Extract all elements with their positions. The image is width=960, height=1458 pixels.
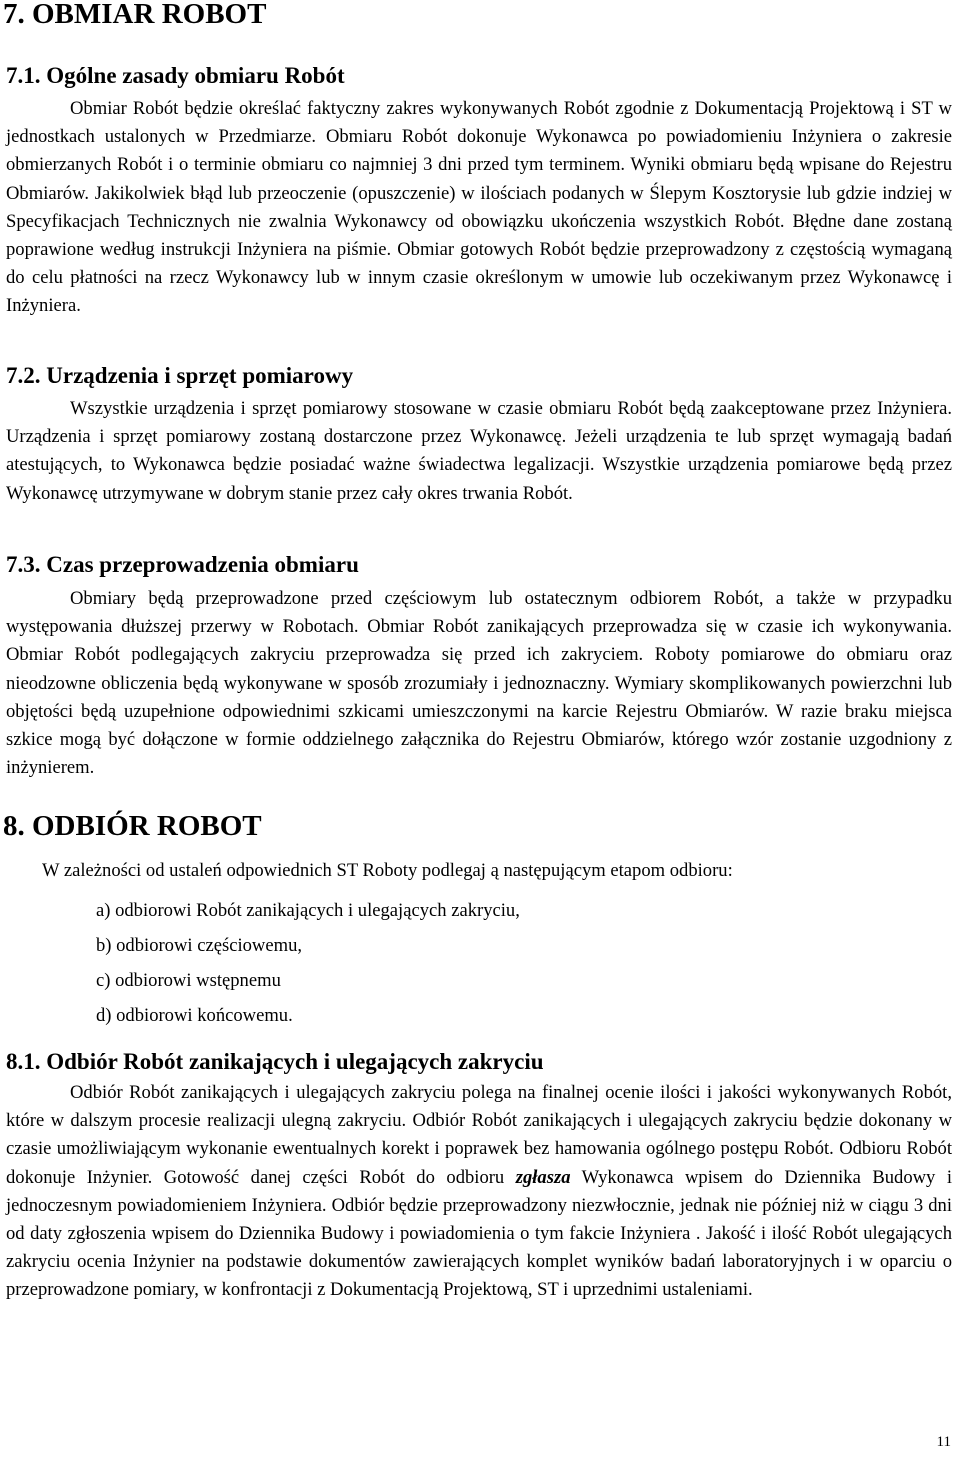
section-body-7-2: Wszystkie urządzenia i sprzęt pomiarowy stosowane w czasie obmiaru Robót będą zaakceptowane przez Inżyniera. Urządzenia i sprzęt pomiarowy zostaną dostarczone przez Wykonawcę. Jeżeli urządzenia te lub sprzęt wymagają badań atestujących, to Wykonawca będzie posiadać ważne świadectwa legalizacji. Wszystkie urządzenia pomiarowe będą przez Wykonawcę utrzymywane w dobrym stanie przez cały okres trwania Robót.: [6, 398, 952, 504]
section-body-7-3: Obmiary będą przeprowadzone przed częściowym lub ostatecznym odbiorem Robót, a także w przypadku występowania dłuższej przerwy w Robotach. Obmiar Robót zanikających przeprowadza się w czasie ich wykonywania. Obmiar Robót podlegających zakryciu przeprowadza się przed ich zakryciem. Roboty pomiarowe do obmiaru oraz nieodzowne obliczenia będą wykonywane w sposób zrozumiały i jednoznaczny. Wymiary skomplikowanych powierzchni lub objętości będą uzupełnione odpowiednimi szkicami umieszczonymi na karcie Rejestru Obmiarów. W razie braku miejsca szkice mogą być dołączone w formie oddzielnego załącznika do Rejestru Obmiarów, którego wzór zostanie uzgodniony z inżynierem.: [6, 588, 952, 779]
acceptance-stage-a: a) odbiorowi Robót zanikających i ulegających zakryciu,: [96, 900, 520, 921]
section-heading-7-1: 7.1. Ogólne zasady obmiaru Robót: [6, 63, 345, 88]
chapter-heading-8: 8. ODBIÓR ROBOT: [3, 810, 262, 842]
section-body-8-1-part-1: Odbiór Robót zanikających i ulegających zakryciu polega na finalnej ocenie ilości i jakości wykonywanych Robót, które w dalszym procesie realizacji ulegną zakryciu. Odbiór Robót zanikających i ulegających zakryciu będzie dokonany w czasie umożliwiającym wykonanie ewentualnych korekt i poprawek bez hamowania ogólnego postępu Robót. Odbioru Robót dokonuje Inżynier. Gotowość danej części Robót do odbioru: [6, 1082, 952, 1188]
acceptance-stage-c: c) odbiorowi wstępnemu: [96, 970, 281, 991]
chapter-heading-7: 7. OBMIAR ROBOT: [3, 0, 267, 30]
acceptance-stage-list: [96, 897, 520, 1037]
emphasized-word: zgłasza: [515, 1166, 571, 1188]
section-heading-7-3: 7.3. Czas przeprowadzenia obmiaru: [6, 552, 359, 577]
page-number: 11: [936, 1434, 951, 1450]
section-body-8-1: [6, 1079, 952, 1305]
section-body-7-1: Obmiar Robót będzie określać faktyczny zakres wykonywanych Robót zgodnie z Dokumentacją Projektową i ST w jednostkach ustalonych w Przedmiarze. Obmiaru Robót dokonuje Wykonawca po powiadomieniu Inżyniera o zakresie obmierzanych Robót i o terminie obmiaru co najmniej 3 dni przed tym terminem. Wyniki obmiaru będą wpisane do Rejestru Obmiarów. Jakikolwiek błąd lub przeoczenie (opuszczenie) w ilościach podanych w Ślepym Kosztorysie lub gdzie indziej w Specyfikacjach Technicznych nie zwalnia Wykonawcy od obowiązku ukończenia wszystkich Robót. Błędne dane zostaną poprawione według instrukcji Inżyniera na piśmie. Obmiar gotowych Robót będzie przeprowadzony z częstością wymaganą do celu płatności na rzecz Wykonawcy lub w innym czasie określonym w umowie lub oczekiwanym przez Wykonawcę i Inżyniera.: [6, 98, 952, 317]
acceptance-intro: W zależności od ustaleń odpowiednich ST Roboty podlegaj ą następującym etapom odbioru:: [42, 860, 733, 881]
acceptance-stage-d: d) odbiorowi końcowemu.: [96, 1005, 293, 1026]
section-heading-8-1: 8.1. Odbiór Robót zanikających i ulegających zakryciu: [6, 1049, 544, 1074]
section-body-8-1-part-2: Wykonawca wpisem do Dziennika Budowy i jednoczesnym powiadomieniem Inżyniera. Odbiór będzie przeprowadzony niezwłocznie, jednak nie później niż w ciągu 3 dni od daty zgłoszenia wpisem do Dziennika Budowy i powiadomienia o tym fakcie Inżyniera . Jakość i ilość Robót ulegających zakryciu ocenia Inżynier na podstawie dokumentów zawierających komplet wyników badań laboratoryjnych i w oparciu o przeprowadzone pomiary, w konfrontacji z Dokumentacją Projektową, ST i uprzednimi ustaleniami.: [6, 1166, 953, 1301]
acceptance-stage-b: b) odbiorowi częściowemu,: [96, 935, 303, 956]
section-heading-7-2: 7.2. Urządzenia i sprzęt pomiarowy: [6, 363, 354, 388]
